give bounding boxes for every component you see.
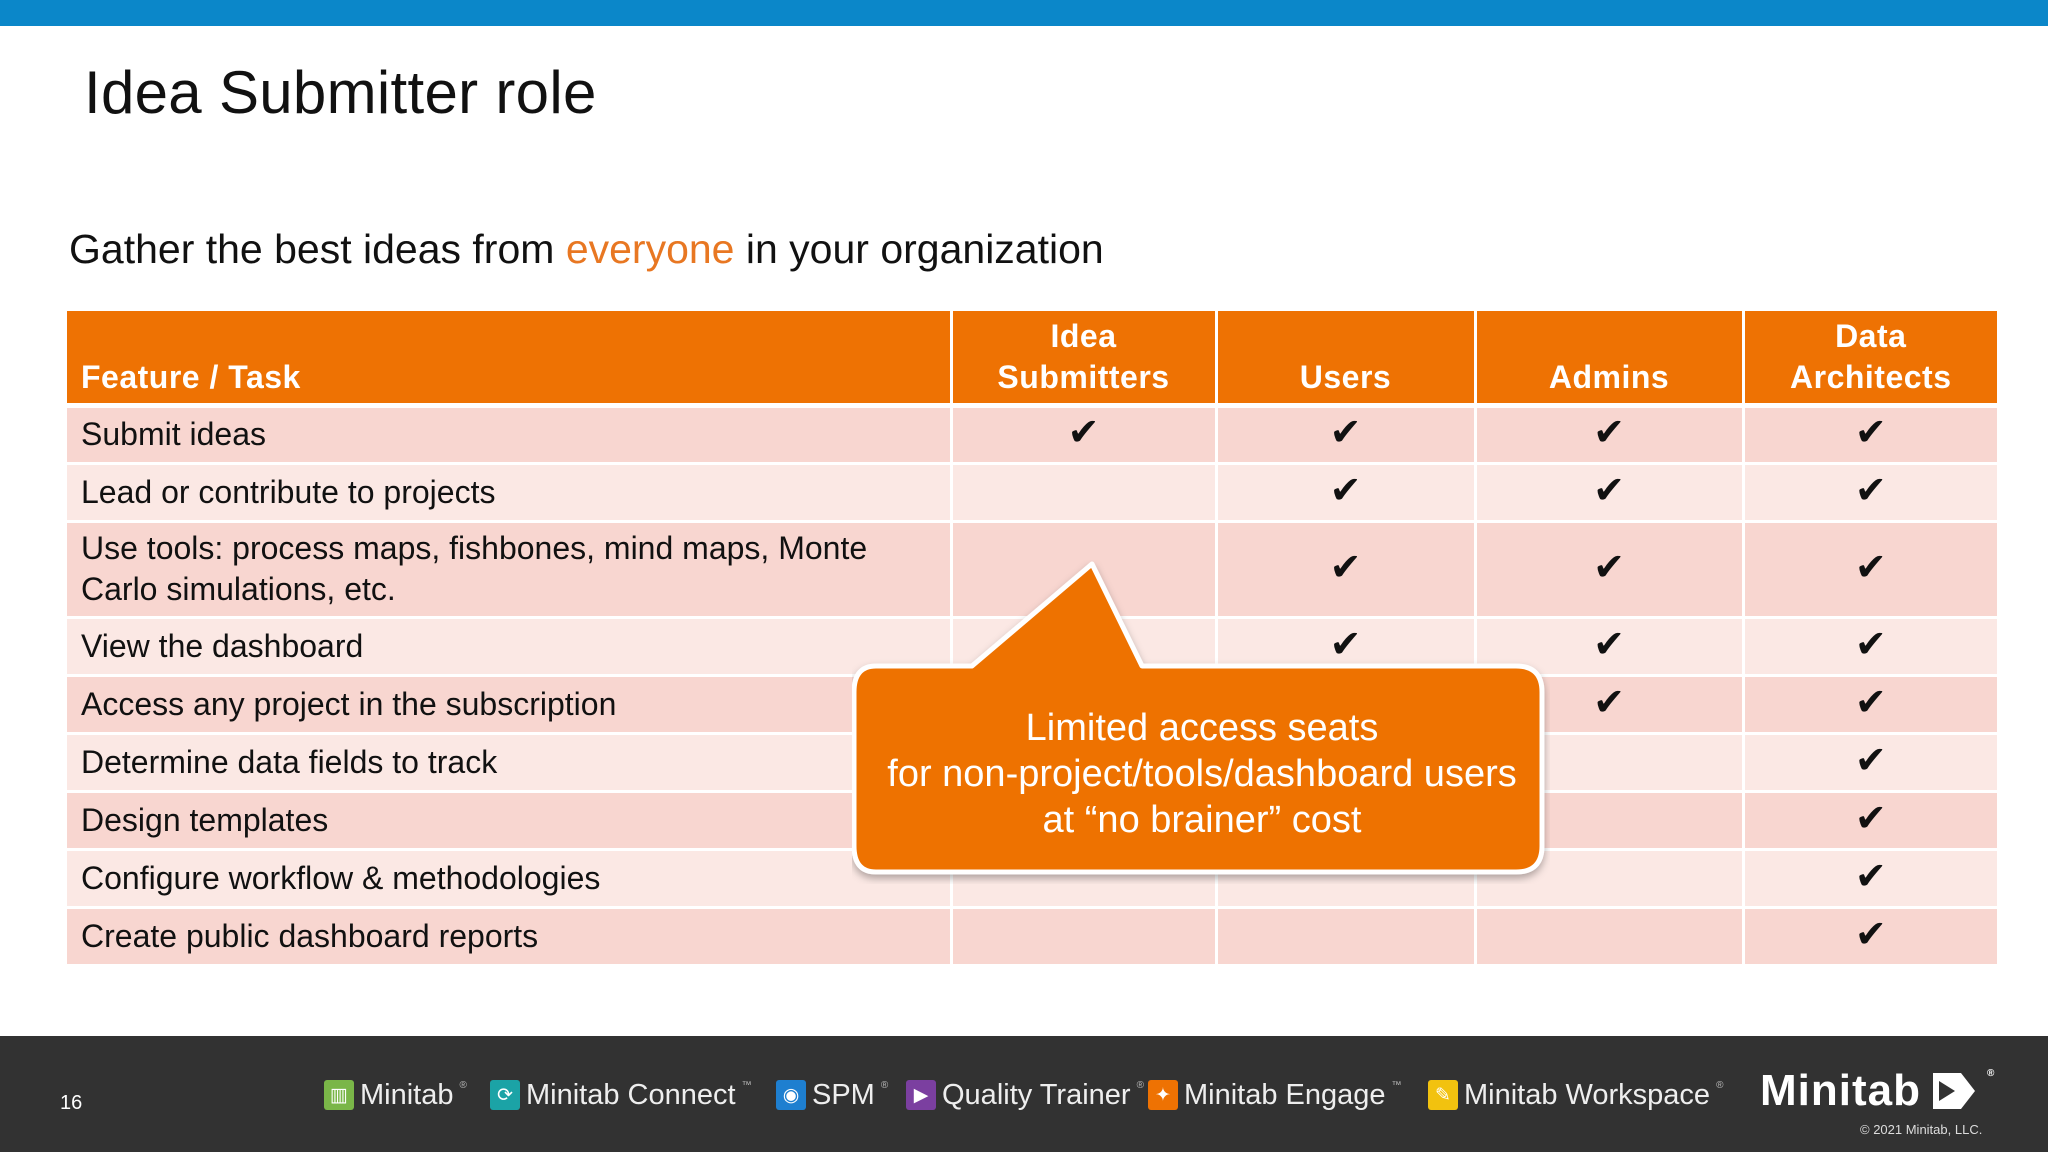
lightbulb-icon: ✦ <box>1148 1080 1178 1110</box>
registered-mark: ® <box>1986 1068 1996 1079</box>
header-idea-submitters <box>951 311 1216 405</box>
product-minitab-connect <box>490 1078 752 1112</box>
header-line: Architects <box>1790 358 1952 395</box>
callout-line: Limited access seats <box>1025 707 1379 749</box>
checkmark-icon: ✔ <box>1593 681 1625 724</box>
feature-cell: Access any project in the subscription <box>67 675 951 733</box>
feature-cell: Determine data fields to track <box>67 733 951 791</box>
checkmark-icon: ✔ <box>1593 469 1625 512</box>
header-data-architects <box>1743 311 1997 405</box>
checkmark-icon: ✔ <box>1854 913 1887 956</box>
slide-subtitle <box>69 226 1104 273</box>
product-quality-trainer <box>906 1078 1144 1112</box>
trademark-mark: ™ <box>741 1080 752 1091</box>
top-accent-bar <box>0 0 2048 26</box>
play-circle-icon: ▶ <box>906 1080 936 1110</box>
checkmark-icon: ✔ <box>1854 412 1887 454</box>
feature-cell: Use tools: process maps, fishbones, mind maps, Monte Carlo simulations, etc. <box>67 521 951 617</box>
role-cell <box>951 405 1216 463</box>
role-cell <box>1743 463 1997 521</box>
checkmark-icon: ✔ <box>1067 412 1100 454</box>
feature-cell: View the dashboard <box>67 617 951 675</box>
checkmark-icon: ✔ <box>1329 546 1362 589</box>
product-label: Minitab Workspace <box>1464 1078 1711 1111</box>
checkmark-icon: ✔ <box>1593 412 1625 454</box>
table-header-row <box>67 311 1997 405</box>
checkmark-icon: ✔ <box>1854 623 1887 666</box>
trademark-mark: ® <box>880 1080 889 1091</box>
trademark-mark: ™ <box>1391 1080 1402 1091</box>
product-minitab-workspace <box>1428 1078 1723 1112</box>
role-cell <box>1216 907 1475 965</box>
brand-wordmark: Minitab <box>1760 1066 1921 1115</box>
header-line: Admins <box>1548 358 1670 395</box>
callout-text <box>870 705 1534 843</box>
feature-cell: Create public dashboard reports <box>67 907 951 965</box>
product-label: SPM <box>812 1078 875 1111</box>
subtitle-accent: everyone <box>565 226 735 272</box>
role-cell <box>1475 907 1743 965</box>
product-label: Minitab Engage <box>1184 1078 1386 1111</box>
feature-cell: Configure workflow & methodologies <box>67 849 951 907</box>
product-label: Minitab Connect <box>526 1078 736 1111</box>
table-row <box>67 907 1997 965</box>
product-minitab-engage <box>1148 1078 1402 1112</box>
page-number: 16 <box>60 1092 83 1114</box>
checkmark-icon: ✔ <box>1854 681 1887 724</box>
feature-cell: Design templates <box>67 791 951 849</box>
checkmark-icon: ✔ <box>1854 855 1887 898</box>
role-cell <box>1743 405 1997 463</box>
trademark-mark: ® <box>1716 1080 1724 1091</box>
product-spm <box>776 1078 888 1112</box>
feature-cell: Submit ideas <box>67 405 951 463</box>
header-feature-task: Feature / Task <box>67 311 951 405</box>
checkmark-icon: ✔ <box>1854 797 1887 840</box>
checkmark-icon: ✔ <box>1854 469 1887 512</box>
checkmark-icon: ✔ <box>1593 546 1625 589</box>
brand-arrow-icon <box>1931 1071 1977 1111</box>
role-cell <box>951 907 1216 965</box>
role-cell <box>1743 791 1997 849</box>
role-cell <box>1743 675 1997 733</box>
checkmark-icon: ✔ <box>1854 739 1887 782</box>
header-line: Data <box>1835 317 1907 354</box>
spm-icon: ◉ <box>776 1080 806 1110</box>
trademark-mark: ® <box>459 1080 467 1091</box>
copyright-notice: © 2021 Minitab, LLC. <box>1860 1122 1983 1137</box>
checkmark-icon: ✔ <box>1329 412 1362 454</box>
minitab-brand-logo <box>1760 1066 1995 1116</box>
callout-bubble <box>852 560 1550 884</box>
checkmark-icon: ✔ <box>1329 623 1362 666</box>
header-line: Submitters <box>997 358 1170 395</box>
product-minitab <box>324 1078 467 1112</box>
trademark-mark: ® <box>1136 1080 1144 1091</box>
table-row <box>67 405 1997 463</box>
product-label: Minitab <box>360 1078 454 1111</box>
header-admins <box>1475 311 1743 405</box>
role-cell <box>1743 617 1997 675</box>
checkmark-icon: ✔ <box>1329 469 1362 512</box>
subtitle-text-end: in your organization <box>734 226 1104 272</box>
role-cell <box>1743 521 1997 617</box>
role-cell <box>951 463 1216 521</box>
slide-title: Idea Submitter role <box>84 59 597 126</box>
workspace-icon: ✎ <box>1428 1080 1458 1110</box>
connect-icon: ⟳ <box>490 1080 520 1110</box>
table-row <box>67 463 1997 521</box>
header-line: Users <box>1299 358 1392 395</box>
role-cell <box>1743 733 1997 791</box>
bar-chart-icon: ▥ <box>324 1080 354 1110</box>
header-line: Idea <box>1050 317 1117 354</box>
product-label: Quality Trainer <box>942 1078 1131 1111</box>
subtitle-text-start: Gather the best ideas from <box>69 226 566 272</box>
role-cell <box>1216 463 1475 521</box>
feature-cell: Lead or contribute to projects <box>67 463 951 521</box>
callout-line: at “no brainer” cost <box>1042 799 1362 841</box>
checkmark-icon: ✔ <box>1593 623 1625 666</box>
role-cell <box>1475 463 1743 521</box>
role-cell <box>1743 849 1997 907</box>
checkmark-icon: ✔ <box>1854 546 1887 589</box>
header-users <box>1216 311 1475 405</box>
role-cell <box>1216 405 1475 463</box>
callout-line: for non-project/tools/dashboard users <box>887 753 1517 795</box>
role-cell <box>1475 405 1743 463</box>
role-cell <box>1743 907 1997 965</box>
